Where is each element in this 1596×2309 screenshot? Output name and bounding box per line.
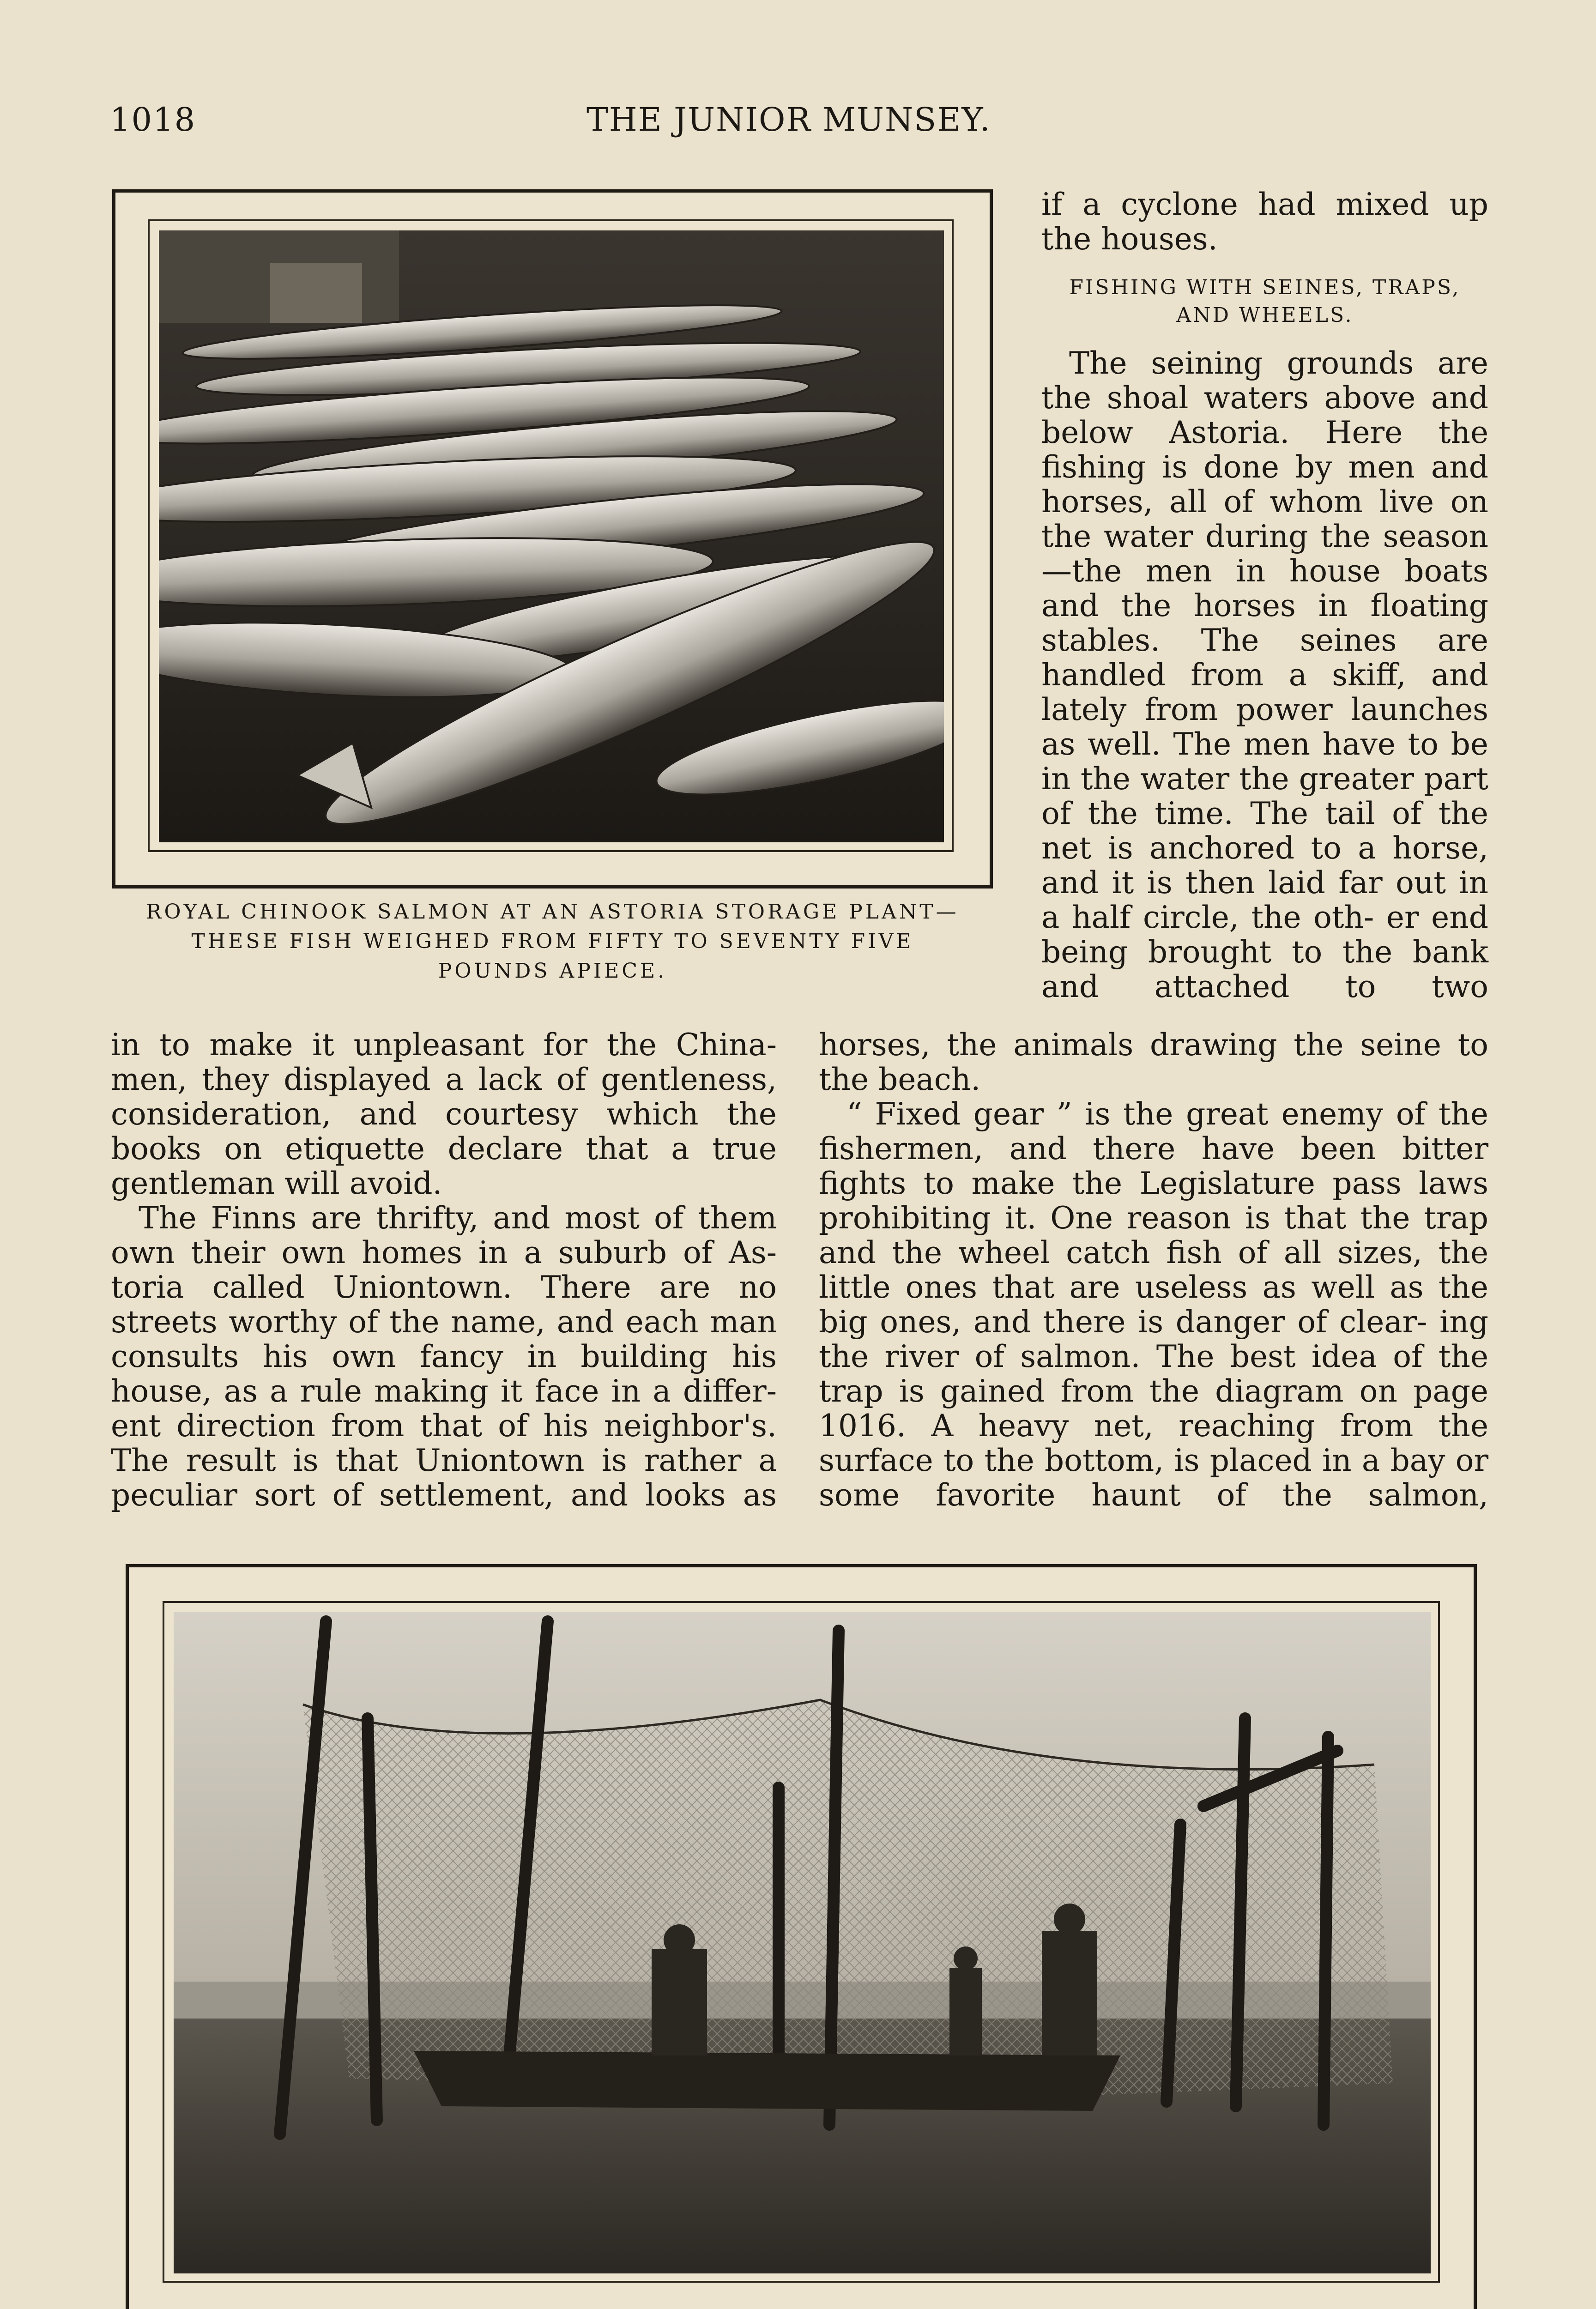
paragraph: The seining grounds are the shoal waters above and below Astoria. Here the fishing is done by men and horses, all of whom live on the water during the season —the men in house boats and the horses in floating stables. The seines are handled from a skiff, and lately from power launches as well. The men have to be in the water the greater part of the time. The tail of the net is anchored to a horse, and it is then laid far out in a half circle, the oth- er end being brought to the bank and attached to two [1041, 345, 1488, 1004]
left-column [111, 1028, 777, 1512]
caption-line: ROYAL CHINOOK SALMON AT AN ASTORIA STORAGE PLANT— [146, 900, 959, 924]
salmon-photo [159, 230, 944, 842]
salmon-trap-photo [174, 1612, 1431, 2273]
paragraph: “ Fixed gear ” is the great enemy of the fishermen, and there have been bitter fights to make the Legislature pass laws prohibiting it. One reason is that the trap and the wheel catch fish of all sizes, the little ones that are useless as well as the big ones, and there is danger of clear- ing the river of salmon. The best idea of the trap is gained from the diagram on page 1016. A heavy net, reaching from the surface to the bottom, is placed in a bay or some favorite haunt of the salmon, [819, 1096, 1488, 1513]
subhead-line: FISHING WITH SEINES, TRAPS, [1069, 276, 1461, 299]
salmon-trap-frame [126, 1564, 1477, 2309]
page-number: 1018 [110, 101, 196, 139]
right-column-upper [1041, 187, 1488, 1004]
paragraph: horses, the animals drawing the seine to the beach. [819, 1027, 1488, 1097]
section-subhead [1041, 274, 1488, 329]
salmon-photo-frame [112, 189, 993, 889]
caption-line: POUNDS APIECE. [438, 959, 667, 983]
paragraph: The Finns are thrifty, and most of them own their own homes in a suburb of As- toria called Uniontown. There are no streets worthy of the name, and each man consults his own fancy in building his house, as a rule making it face in a differ- ent direction from that of his neighbor's. The result is that Uniontown is rather a peculiar sort of settlement, and looks as [111, 1200, 777, 1513]
caption-line: THESE FISH WEIGHED FROM FIFTY TO SEVENTY FIVE [191, 930, 914, 953]
salmon-photo-caption [112, 897, 993, 986]
right-column-lower [819, 1028, 1488, 1512]
paragraph: if a cyclone had mixed up the houses. [1041, 187, 1488, 257]
running-title: THE JUNIOR MUNSEY. [586, 101, 991, 139]
paragraph: in to make it unpleasant for the China- men, they displayed a lack of gentleness, consideration, and courtesy which the books on etiquette declare that a true gentleman will avoid. [111, 1027, 777, 1201]
subhead-line: AND WHEELS. [1176, 303, 1354, 327]
